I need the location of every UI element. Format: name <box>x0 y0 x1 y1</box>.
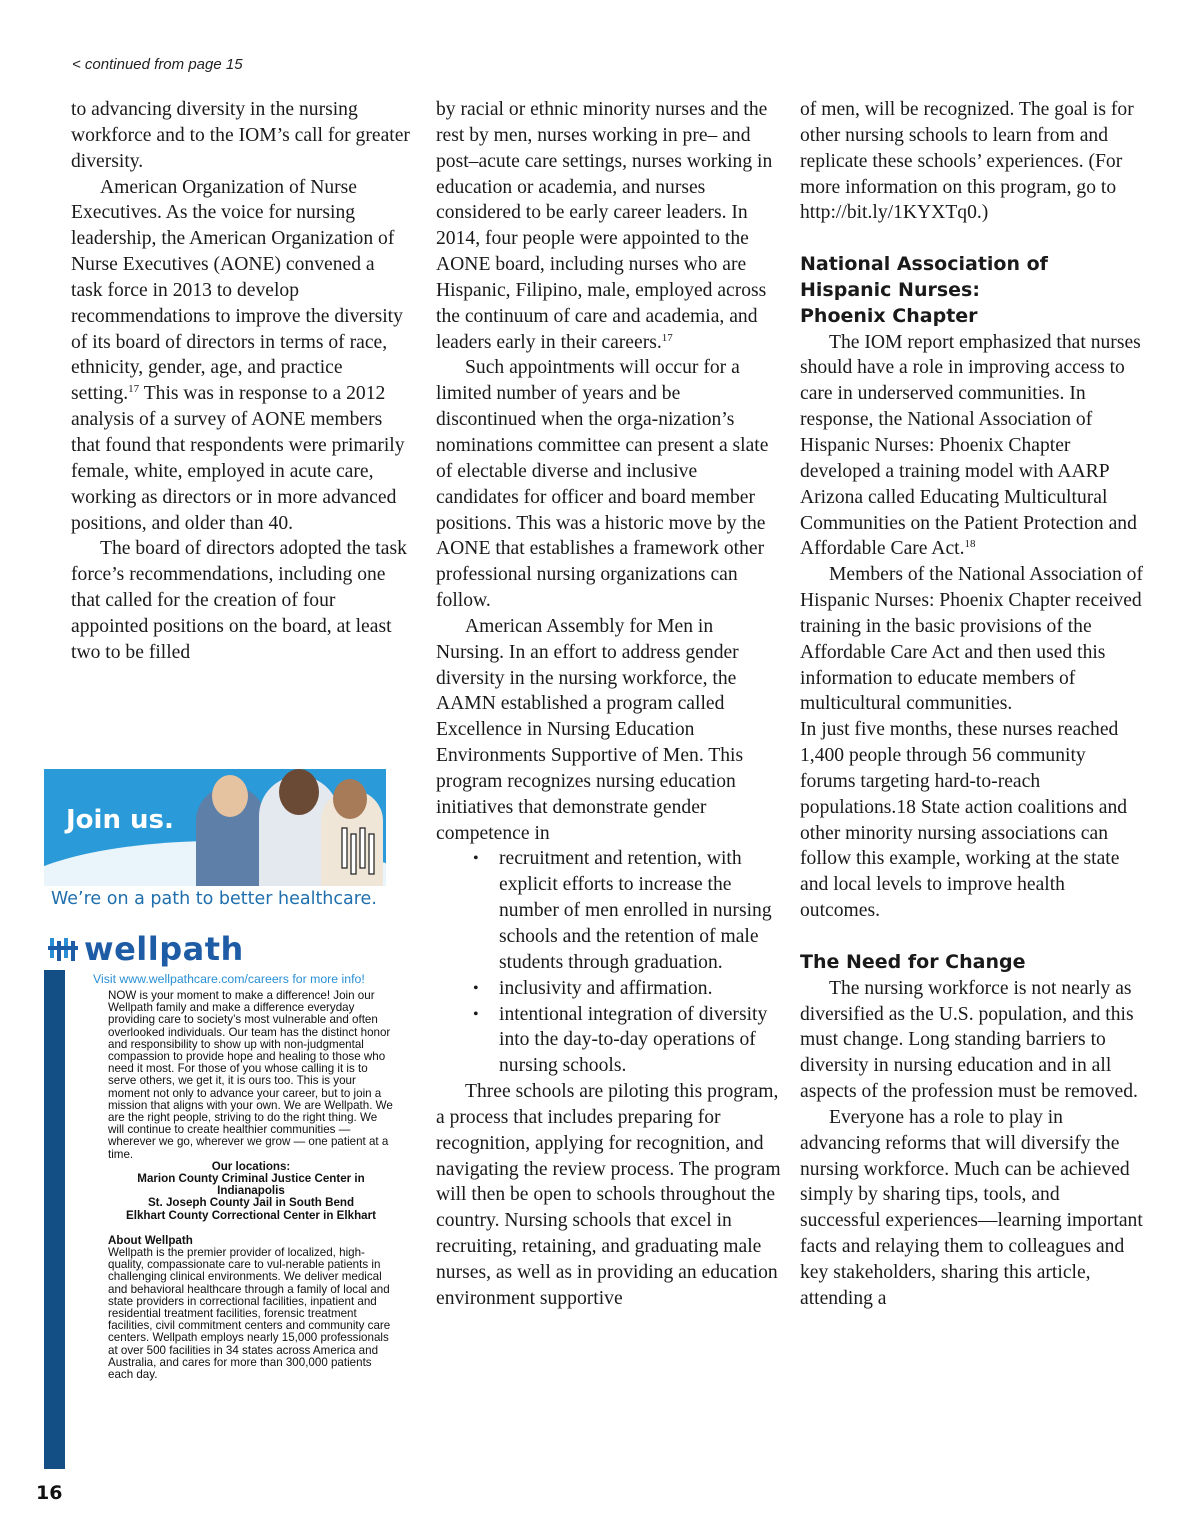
reference-marker: 17 <box>128 383 140 396</box>
paragraph: In just five months, these nurses reached 1,400 people through 56 community forums targeting hard-to-reach populations.18 State action coalitions and other minority nursing associations can follow this example, working at the state and local levels to improve health outcomes. <box>800 719 1128 922</box>
paragraph: Members of the National Association of Hispanic Nurses: Phoenix Chapter received training in the basic provisions of the Affordable Care Act and then used this information to educate members of multicultural communities. <box>800 564 1143 715</box>
section-heading-need-for-change: The Need for Change <box>800 950 1026 973</box>
paragraph: of men, will be recognized. The goal is for other nursing schools to learn from and replicate these schools’ experiences. (For more information on this program, go to http://bit.ly/1KYXTq0.) <box>800 99 1134 224</box>
bullet-icon: • <box>473 850 479 868</box>
wellpath-mark-icon <box>338 824 382 879</box>
brand-name: wellpath <box>84 930 244 968</box>
page-number: 16 <box>36 1482 63 1504</box>
paragraph: to advancing diversity in the nursing workforce and to the IOM’s call for greater diversity. <box>71 99 410 172</box>
ad-description: NOW is your moment to make a difference! Join our Wellpath family and make a difference everyday providing care to society’s most vulnerable and often overlooked individuals. Our team has the distinct honor and responsibility to show up with non-judgmental compassion to provide hope and healing to those who need it most. For those of you whose calling it is to serve others, we get it, it is ours too. This is your moment not only to advance your career, but to join a mission that aligns with your own. We are Wellpath. We are the right people, striving to do the right thing. We will continue to create healthier communities — wherever we go, wherever we grow — one patient at a time. <box>108 989 393 1161</box>
about-heading: About Wellpath <box>108 1233 193 1247</box>
paragraph: Such appointments will occur for a limited number of years and be discontinued when the orga-nization’s nominations committee can present a slate of electable diverse and inclusive candidates for officer and board member positions. This was a historic move by the AONE that establishes a framework other professional nursing organizations can follow. <box>436 357 769 612</box>
bullet-icon: • <box>473 1005 479 1023</box>
continued-from-note: < continued from page 15 <box>72 56 243 73</box>
location-item: St. Joseph County Jail in South Bend <box>147 1196 355 1210</box>
ad-banner-image <box>44 769 386 886</box>
article-column-2 <box>436 97 781 1312</box>
section-heading-nahn: National Association of Hispanic Nurses: Phoenix Chapter <box>800 253 1048 327</box>
paragraph: The board of directors adopted the task force’s recommendations, including one that called for the creation of four appointed positions on the board, at least two to be filled <box>71 538 407 663</box>
paragraph: by racial or ethnic minority nurses and the rest by men, nurses working in pre– and post–acute care settings, nurses working in education or academia, and nurses considered to be early career leaders. In 2014, four people were appointed to the AONE board, including nurses who are Hispanic, Filipino, male, employed across the continuum of care and academia, and leaders early in their careers.$^{17}$ <box>436 99 773 353</box>
about-body: Wellpath is the premier provider of localized, high-quality, compassionate care to vul-nerable patients in challenging clinical environments. We deliver medical and behavioral healthcare through a family of local and state providers in correctional facilities, inpatient and residential treatment facilities, forensic treatment facilities, civil commitment centers and community care centers. Wellpath employs nearly 15,000 professionals at over 500 facilities in 34 states across America and Australia, and cares for more than 300,000 patients each day. <box>108 1246 391 1382</box>
location-item: Elkhart County Correctional Center in Elkhart <box>126 1208 376 1222</box>
wellpath-logo-icon <box>48 935 78 963</box>
wellpath-advertisement <box>44 769 393 1469</box>
reference-marker: 18 <box>964 538 976 551</box>
paragraph: The IOM report emphasized that nurses should have a role in improving access to care in underserved communities. In response, the National Association of Hispanic Nurses: Phoenix Chapter developed a training model with AARP Arizona called Educating Multicultural Communities on the Patient Protection and Affordable Care Act.$^{18}$ <box>800 331 1141 560</box>
paragraph-aamn: American Assembly for Men in Nursing. In an effort to address gender diversity in the nursing workforce, the AAMN established a program called Excellence in Nursing Education Environments Supportive of Men. This program recognizes nursing education initiatives that demonstrate gender competence in <box>436 615 744 844</box>
bullet-icon: • <box>473 979 479 997</box>
location-item: Marion County Criminal Justice Center in Indianapolis <box>137 1172 365 1198</box>
list-item: • recruitment and retention, with explicit efforts to increase the number of men enrolled in nursing schools and the retention of male students through graduation. <box>473 848 772 973</box>
list-item: • intentional integration of diversity into the day-to-day operations of nursing schools. <box>473 1003 768 1077</box>
bullet-list <box>436 846 781 1079</box>
list-item: • inclusivity and affirmation. <box>436 976 781 1002</box>
ad-headline: Join us. <box>66 805 174 835</box>
article-column-3 <box>800 97 1145 1312</box>
ad-side-bar <box>44 970 65 1469</box>
ad-tagline: We’re on a path to better healthcare. <box>51 889 377 909</box>
locations-heading: Our locations: <box>211 1159 291 1173</box>
paragraph: Three schools are piloting this program, a process that includes preparing for recognition, applying for recognition, and navigating the review process. The program will then be open to schools throughout the country. Nursing schools that excel in recruiting, retaining, and graduating male nurses, as well as in providing an education environment supportive <box>436 1081 781 1309</box>
ad-careers-link[interactable]: Visit www.wellpathcare.com/careers for more info! <box>93 972 365 986</box>
wellpath-logo <box>48 932 244 966</box>
paragraph-aone: American Organization of Nurse Executives. As the voice for nursing leadership, the American Organization of Nurse Executives (AONE) convened a task force in 2013 to develop recommendations to improve the diversity of its board of directors in terms of race, ethnicity, gender, age, and practice setting.$^{17}$ This was in response to a 2012 analysis of a survey of AONE members that found that respondents were primarily female, white, employed in acute care, working as directors or in more advanced positions, and older than 40. <box>71 176 405 534</box>
paragraph: Everyone has a role to play in advancing reforms that will diversify the nursing workforce. Much can be achieved simply by sharing tips, tools, and successful experiences—learning important facts and relaying them to colleagues and key stakeholders, sharing this article, attending a <box>800 1106 1143 1309</box>
ad-body <box>108 990 394 1381</box>
article-column-1 <box>71 97 411 666</box>
paragraph: The nursing workforce is not nearly as diversified as the U.S. population, and this must change. Long standing barriers to diversity in nursing education and in all aspects of the profession must be removed. <box>800 977 1138 1103</box>
reference-marker: 17 <box>661 331 673 344</box>
